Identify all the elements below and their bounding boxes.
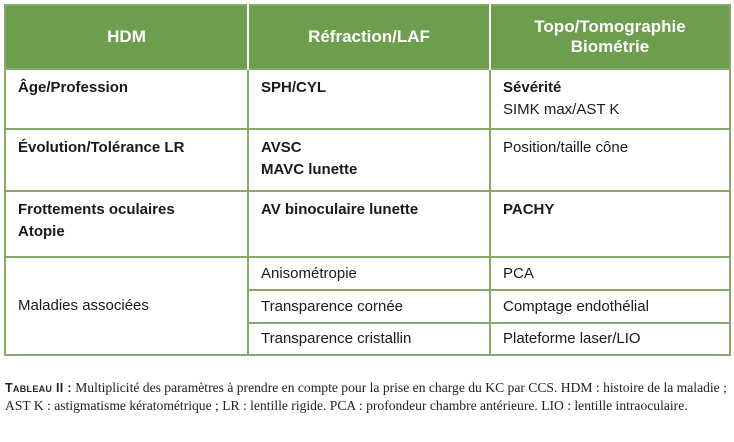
cell-text: Âge/Profession [18, 79, 129, 96]
table-row [5, 69, 730, 129]
cell-text: Atopie [18, 223, 65, 240]
cell-text: Transparence cornée [261, 297, 404, 315]
header-topo-line1: Topo/Tomographie [534, 17, 686, 36]
table-cell [490, 129, 730, 191]
table-caption [5, 379, 731, 415]
cell-text: Anisométropie [261, 264, 357, 282]
cell-text: SPH/CYL [261, 79, 327, 96]
cell-text: PCA [503, 264, 534, 282]
cell-text: SIMK max/AST K [503, 101, 620, 118]
cell-text: Frottements oculaires [18, 201, 175, 218]
table-cell [490, 290, 730, 323]
table-row [5, 191, 730, 257]
table-header-row [5, 5, 730, 69]
cell-text: Maladies associées [18, 297, 149, 314]
table-row [5, 257, 730, 290]
table-cell [248, 323, 490, 355]
header-hdm: HDM [5, 5, 248, 69]
table-cell [5, 257, 248, 355]
table-cell [248, 191, 490, 257]
cell-text: AV binoculaire lunette [261, 201, 419, 218]
table-cell [248, 290, 490, 323]
table-cell [248, 69, 490, 129]
table-cell [248, 257, 490, 290]
cell-text: AVSC [261, 139, 302, 156]
table-cell [5, 191, 248, 257]
header-topo-line2: Biométrie [570, 37, 650, 56]
table-cell [5, 69, 248, 129]
table-cell [490, 257, 730, 290]
table-row [5, 129, 730, 191]
caption-text: Multiplicité des paramètres à prendre en compte pour la prise en charge du KC par CCS. HDM : histoire de la maladie ; AST K : astigmatisme kératométrique ; LR : lentille rigide. PCA : profondeur chambre antérieure. LIO : lentille intraoculaire. [5, 380, 727, 413]
header-refraction: Réfraction/LAF [248, 5, 490, 69]
cell-text: Évolution/Tolérance LR [18, 139, 185, 156]
table-cell [490, 191, 730, 257]
cell-text: Transparence cristallin [261, 330, 412, 347]
cell-text: Plateforme laser/LIO [503, 330, 641, 347]
table-cell [248, 129, 490, 191]
cell-text: Comptage endothélial [503, 297, 649, 315]
caption-label: Tableau II : [5, 381, 72, 395]
cell-text: PACHY [503, 201, 555, 218]
cell-text: Sévérité [503, 79, 562, 96]
table-cell [5, 129, 248, 191]
table-cell [490, 69, 730, 129]
parameters-table [4, 4, 731, 356]
header-topo [490, 5, 730, 69]
cell-text: MAVC lunette [261, 161, 358, 178]
parameters-table-container [4, 4, 729, 356]
cell-text: Position/taille cône [503, 139, 629, 156]
table-cell [490, 323, 730, 355]
